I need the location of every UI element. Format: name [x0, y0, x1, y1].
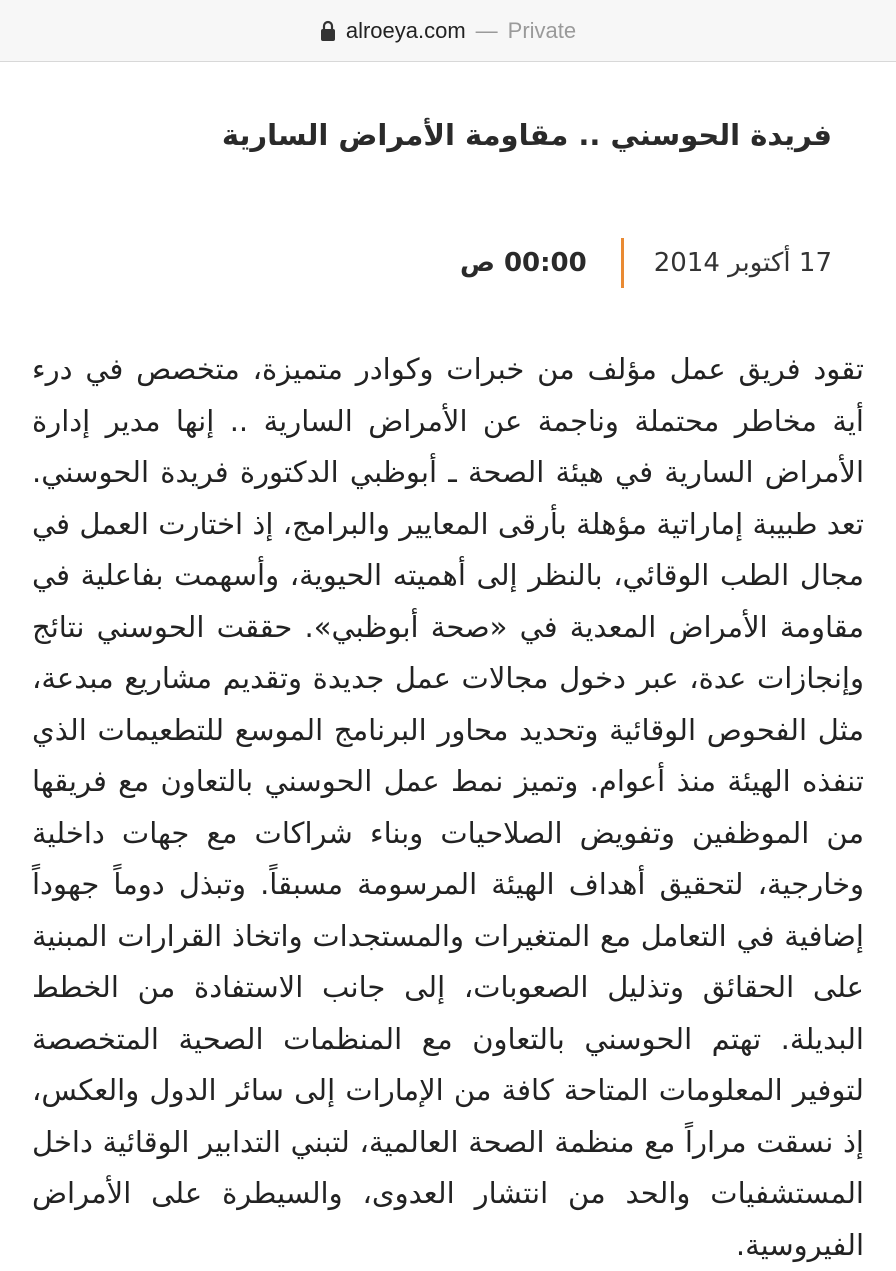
browser-url-bar[interactable] [0, 0, 896, 62]
url-display[interactable] [320, 18, 576, 44]
article-title: فريدة الحوسني .. مقاومة الأمراض السارية [221, 118, 832, 152]
article-date: 17 أكتوبر 2014 [653, 248, 832, 278]
article-body: تقود فريق عمل مؤلف من خبرات وكوادر متميزة، متخصص في درء أية مخاطر محتملة وناجمة عن الأمراض السارية .. إنها مدير إدارة الأمراض السارية في هيئة الصحة ـ أبوظبي الدكتورة فريدة الحوسني. تعد طبيبة إماراتية مؤهلة بأرقى المعايير والبرامج، إذ اختارت العمل في مجال الطب الوقائي، بالنظر إلى أهميته الحيوية، وأسهمت بفاعلية في مقاومة الأمراض المعدية في «صحة أبوظبي». حققت الحوسني نتائج وإنجازات عدة، عبر دخول مجالات عمل جديدة وتقديم مشاريع مبدعة، مثل الفحوص الوقائية وتحديد محاور البرنامج الموسع للتطعيمات الذي تنفذه الهيئة منذ أعوام. وتميز نمط عمل الحوسني بالتعاون مع فريقها من الموظفين وتفويض الصلاحيات وبناء شراكات مع جهات داخلية وخارجية، لتحقيق أهداف الهيئة المرسومة مسبقاً. وتبذل دوماً جهوداً إضافية في التعامل مع المتغيرات والمستجدات واتخاذ القرارات المبنية على الحقائق وتذليل الصعوبات، إلى جانب الاستفادة من الخطط البديلة. تهتم الحوسني بالتعاون مع المنظمات الصحية المتخصصة لتوفير المعلومات المتاحة كافة من الإمارات إلى سائر الدول والعكس، إذ نسقت مراراً مع منظمة الصحة العالمية، لتبني التدابير الوقائية داخل المستشفيات والحد من انتشار العدوى، والسيطرة على الأمراض الفيروسية. [32, 352, 864, 1262]
private-label: Private [507, 17, 577, 43]
url-separator: — [475, 17, 498, 43]
article-meta [460, 236, 832, 290]
lock-icon [320, 20, 336, 42]
article-time: 00:00 ص [459, 248, 587, 278]
meta-divider [621, 238, 624, 288]
url-domain: alroeya.com [345, 17, 466, 43]
